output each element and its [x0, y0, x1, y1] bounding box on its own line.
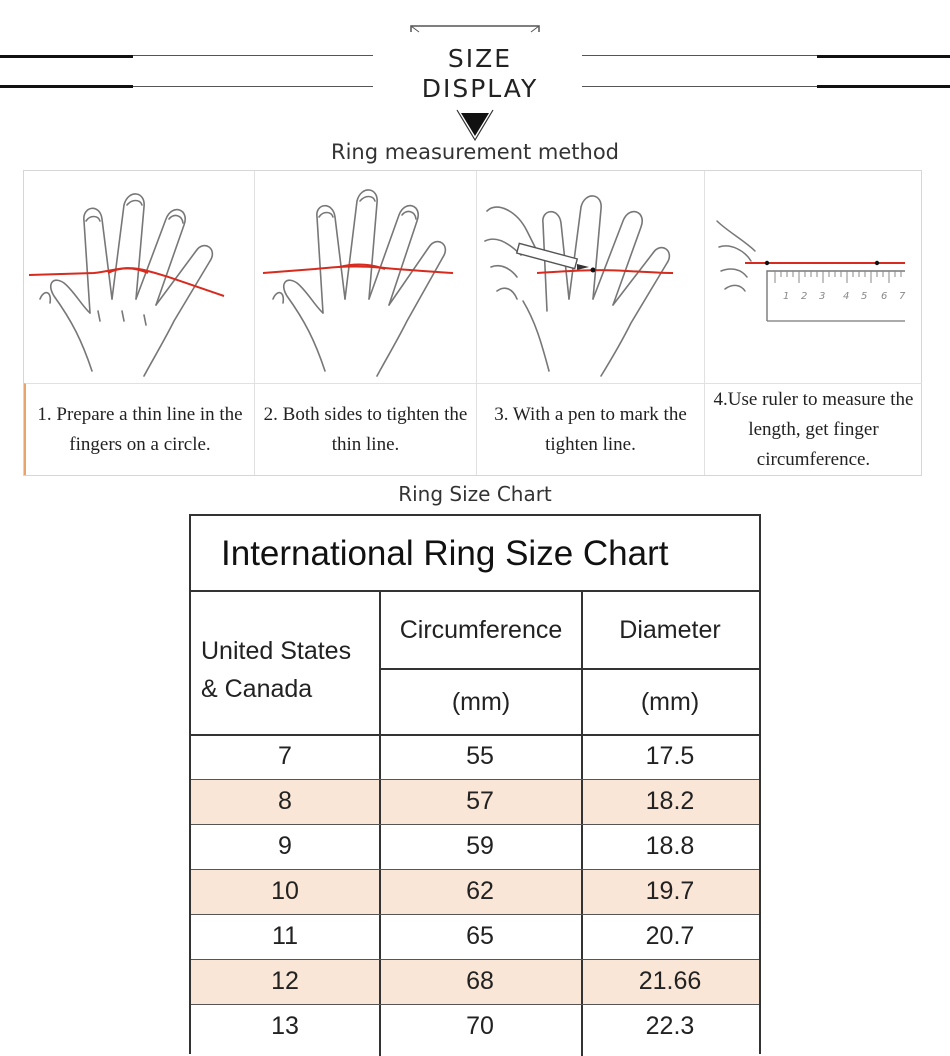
table-divider [191, 590, 759, 592]
table-title: International Ring Size Chart [221, 534, 669, 573]
cell-us-size: 10 [271, 877, 299, 905]
ruler-tick-label: 4 [843, 291, 850, 302]
col-header-diameter: Diameter [619, 616, 721, 644]
cell-diameter: 20.7 [645, 922, 695, 950]
cell-circumference: 70 [466, 1012, 494, 1040]
header-rule [582, 55, 817, 56]
header-rule [133, 86, 373, 87]
ruler-tick-label: 6 [881, 291, 888, 302]
step-3-caption: 3. With a pen to mark the tighten line. [477, 383, 704, 475]
ring-size-table [189, 514, 761, 1054]
cell-circumference: 65 [466, 922, 494, 950]
cell-us-size: 9 [278, 832, 292, 860]
step-3-panel [477, 171, 705, 475]
measurement-steps [23, 170, 922, 476]
hand-pen-mark-icon [477, 171, 705, 383]
cell-diameter: 19.7 [645, 877, 695, 905]
col-header-circumference: Circumference [399, 616, 563, 644]
hand-with-thread-icon [24, 171, 255, 383]
ruler-tick-label: 3 [819, 291, 826, 302]
cell-circumference: 55 [466, 742, 494, 770]
hand-tightened-thread-icon [255, 171, 477, 383]
col-header-circumference-unit: (mm) [451, 688, 511, 716]
step-4-caption: 4.Use ruler to measure the length, get finger circumference. [705, 383, 922, 475]
cell-diameter: 22.3 [645, 1012, 695, 1040]
col-header-us-canada: United States & Canada [201, 637, 352, 703]
step-2-panel [255, 171, 477, 475]
cell-us-size: 12 [271, 967, 299, 995]
step-4-panel [705, 171, 922, 475]
cell-us-size: 7 [278, 742, 292, 770]
row-divider [191, 869, 759, 870]
cell-us-size: 13 [271, 1012, 299, 1040]
step-2-caption: 2. Both sides to tighten the thin line. [255, 383, 476, 475]
ruler-tick-label: 2 [801, 291, 808, 302]
step-1-caption: 1. Prepare a thin line in the fingers on a circle. [24, 383, 254, 475]
cell-diameter: 18.2 [645, 787, 695, 815]
step-1-panel [24, 171, 255, 475]
header-rule [582, 86, 817, 87]
cell-us-size: 8 [278, 787, 292, 815]
cell-circumference: 57 [466, 787, 494, 815]
row-divider [191, 959, 759, 960]
header-rule [0, 85, 133, 88]
ruler-measure-icon [705, 171, 922, 383]
row-divider [191, 1004, 759, 1005]
header-bottom-border [191, 734, 759, 736]
ring-size-chart-subtitle: Ring Size Chart [398, 482, 552, 506]
cell-diameter: 18.8 [645, 832, 695, 860]
cell-circumference: 59 [466, 832, 494, 860]
cell-diameter: 21.66 [638, 967, 702, 995]
cell-circumference: 62 [466, 877, 494, 905]
cell-us-size: 11 [272, 922, 298, 950]
cell-diameter: 17.5 [645, 742, 695, 770]
measurement-method-title: Ring measurement method [330, 140, 620, 164]
header-rule [0, 55, 133, 58]
row-divider [191, 779, 759, 780]
header-rule [133, 55, 373, 56]
header-rule [817, 55, 950, 58]
header-rule [817, 85, 950, 88]
cell-circumference: 68 [466, 967, 494, 995]
ruler-tick-label: 5 [861, 291, 868, 302]
ruler-tick-label: 1 [783, 291, 790, 302]
ruler-tick-label: 7 [899, 291, 906, 302]
header-title-line2: DISPLAY [421, 74, 539, 103]
row-divider [191, 914, 759, 915]
header-divider [379, 668, 759, 670]
col-header-diameter-unit: (mm) [640, 688, 700, 716]
header-title-line1: SIZE [447, 44, 513, 73]
row-divider [191, 824, 759, 825]
